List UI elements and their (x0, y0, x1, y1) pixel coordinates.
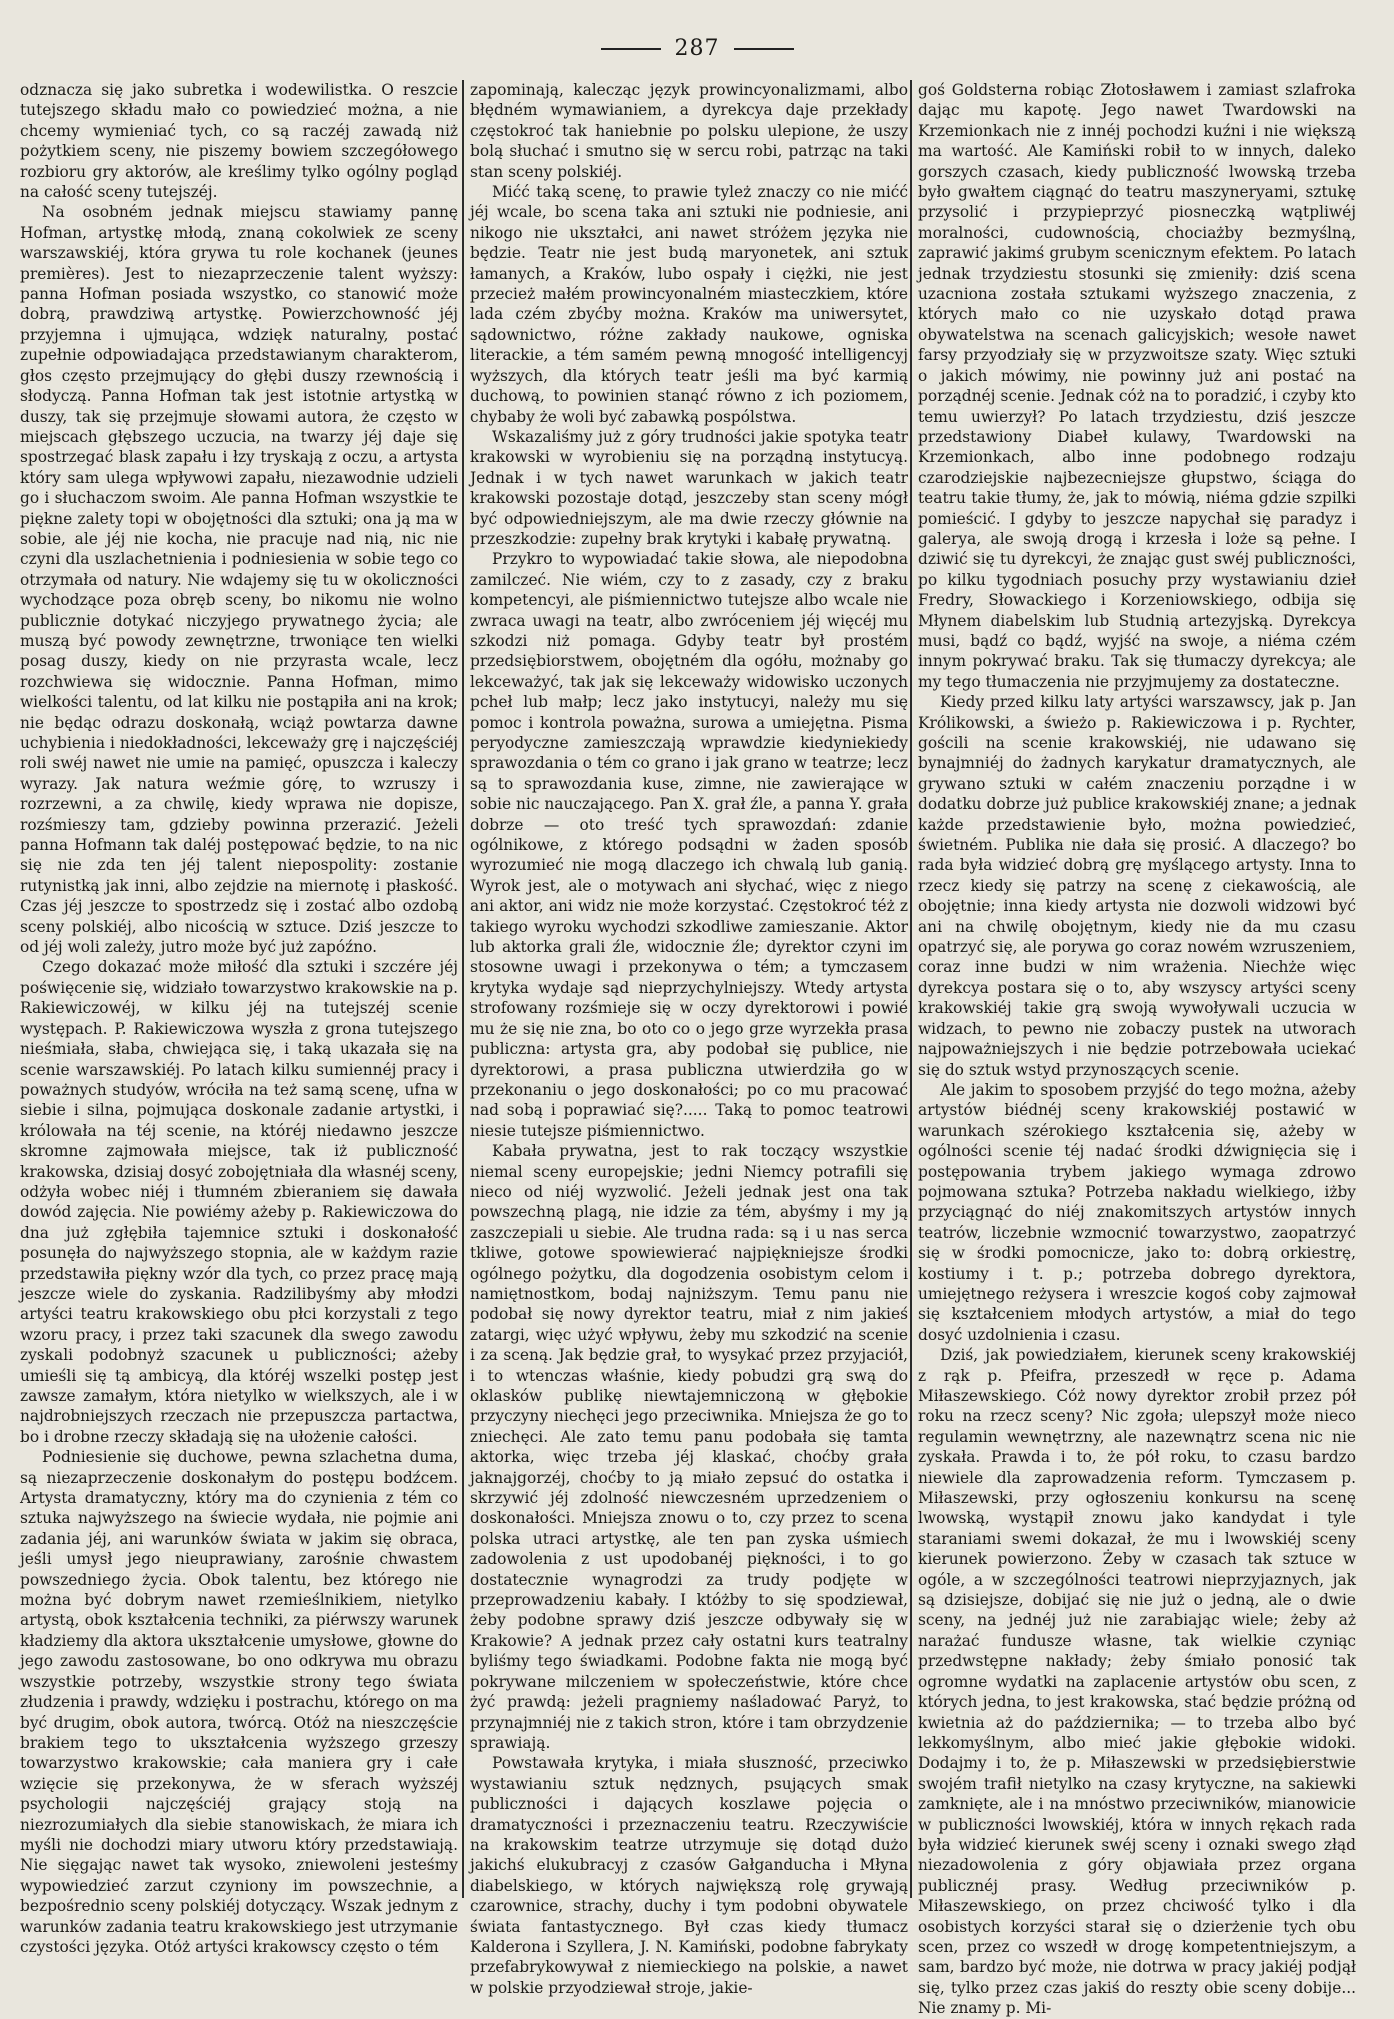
paragraph: Dziś, jak powiedziałem, kierunek sceny krakowskiéj z rąk p. Pfeifra, przeszedł w ręce p. Adama Miłaszewskiego. Cóż nowy dyrektor zrobił przez pół roku na rzecz sceny? Nic zgoła; ulepszył może nieco regulamin wewnętrzny, ale nazewnątrz scena nic nie zyskała. Prawda i to, że pół roku, to czasu bardzo niewiele dla zaprowadzenia reform. Tymczasem p. Miłaszewski, przy ogłoszeniu konkursu na scenę lwowską, wystąpił znowu jako kandydat i tyle staraniami swemi dokazał, że mu i lwowskiéj sceny kierunek powierzono. Żeby w czasach tak sztuce w ogóle, a w szczególności teatrowi nieprzyjaznych, jak są dzisiejsze, dobijać się nie już o jedną, ale o dwie sceny, na jednéj już nie zarabiając wiele; żeby aż narażać fundusze własne, tak wielkie czyniąc przedwstępne nakłady; żeby śmiało ponosić tak ogromne wydatki na zaplacenie artystów obu scen, z których jedna, to jest krakowska, stać będzie próżną od kwietnia aż do października; — to trzeba albo być lekkomyślnym, albo mieć jakie głębokie widoki. Dodajmy i to, że p. Miłaszewski w przedsiębierstwie swojém trafił nietylko na czasy krytyczne, na sakiewki zamknięte, ale i na mnóstwo przeciwników, mianowicie w publiczności lwowskiéj, która w innych rękach rada była widzieć kierunek swéj sceny i oznaki swego złąd niezadowolenia z góry objawiała przez organa publicznéj prasy. Według przeciwników p. Miłaszewskiego, on przez chciwość tylko i dla osobistych korzyści starał się o dzierżenie tych obu scen, przez co wszedł w drogę kompetentniejszym, a sam, bardzo być może, nie dotrwa w pracy jakiéj podjął się, tylko przez czas jakiś do reszty obie sceny dobije... Nie znamy p. Mi- (918, 1346, 1356, 2018)
text-column-3 (918, 80, 1356, 2018)
paragraph: Czego dokazać może miłość dla sztuki i szczére jéj poświęcenie się, widziało towarzystwo krakowskie na p. Rakiewiczowéj, w kilku jéj na tutejszéj scenie występach. P. Rakiewiczowa wyszła z grona tutejszego nieśmiała, słaba, chwiejąca się, i taką ukazała się na scenie warszawskiéj. Po latach kilku sumiennéj pracy i poważnych studyów, wróciła na też samą scenę, ufna w siebie i silna, pojmująca doskonale zadanie artystki, i królowała na téj scenie, na któréj niedawno jeszcze skromne zajmowała miejsce, tak iż publiczność krakowska, dzisiaj dosyć zobojętniała dla własnéj sceny, odżyła wobec niéj i tłumném zbieraniem się dawała dowód zajęcia. Nie powiémy ażeby p. Rakiewiczowa do dna już zgłębiła tajemnice sztuki i doskonałość posunęła do najwyższego stopnia, ale w każdym razie przedstawiła piękny wzór dla tych, co przez pracę mają jeszcze wiele do zyskania. Radzilibyśmy aby młodzi artyści teatru krakowskiego obu płci korzystali z tego wzoru pracy, i przez taki szacunek dla swego zawodu zyskali podobnyż szacunek u publiczności; ażeby umieśli się tą ambicyą, dla któréj wszelki postęp jest zawsze zamałym, która nietylko w wielkszych, ale i w najdrobniejszych rzeczach nie przepuszcza partactwa, bo i drobne rzeczy składają się na ułożenie całości. (20, 958, 458, 1446)
paragraph: Kabała prywatna, jest to rak toczący wszystkie niemal sceny europejskie; jedni Niemcy potrafili się nieco od niéj wyzwolić. Jeżeli jednak jest ona tak powszechną plagą, nie idzie za tém, abyśmy i my ją zaszczepiali u siebie. Ale trudna rada: są i u nas serca tkliwe, gotowe spowiewierać najpiękniejsze środki ogólnego pożytku, dla dogodzenia osobistym celom i namiętnostkom, bodaj najniższym. Temu panu nie podobał się nowy dyrektor teatru, miał z nim jakieś zatargi, więc użyć wpływu, żeby mu szkodzić na scenie i za sceną. Jak będzie grał, to wysykać przez przyjaciół, i to wtenczas właśnie, kiedy pobudzi grą swą do oklasków publikę niewtajemniczoną w głębokie przyczyny niechęci jego przeciwnika. Mniejsza że go to zniechęci. Ale zato temu panu podobała się tamta aktorka, więc trzeba jéj klaskać, choćby grała jaknajgorzéj, choćby to ją miało zepsuć do ostatka i skrzywić jéj zdolność niewczesném uprzedzeniem o doskonałości. Mniejsza znowu o to, czy przez to scena polska utraci artystkę, ale ten pan zyska uśmiech zadowolenia z ust upodobanéj piękności, i to go dostatecznie wynagrodzi za trudy podjęte w przeprowadzeniu kabały. I któżby to się spodziewał, żeby podobne sprawy dziś jeszcze odbywały się w Krakowie? A jednak przez cały ostatni kurs teatralny byliśmy tego świadkami. Podobne fakta nie mogą być pokrywane milczeniem w społeczeństwie, które chce żyć prawdą: jeżeli pragniemy naśladować Paryż, to przynajmniéj nie z takich stron, które i tam obrzydzenie sprawiają. (470, 1142, 908, 1752)
page-header (0, 36, 1394, 61)
paragraph: Mićć taką scenę, to prawie tyleż znaczy co nie mićć jéj wcale, bo scena taka ani sztuki nie podniesie, ani nikogo nie ukształci, ani nawet stróżem języka nie będzie. Teatr nie jest budą maryonetek, ani sztuk łamanych, a Kraków, lubo ospały i ciężki, nie jest przecież małém prowincyonalném miasteczkiem, które lada czém zbyćby można. Kraków ma uniwersytet, sądownictwo, różne zakłady naukowe, ogniska literackie, a tém samém pewną mnogość intelligencyj wyższych, dla których teatr jeśli ma być karmią duchową, to powinien stanąć równo z ich poziomem, chybaby że woli być zabawką pospólstwa. (470, 183, 908, 426)
header-rule-left (601, 48, 661, 50)
text-column-2 (470, 80, 908, 1997)
header-rule-right (734, 48, 794, 50)
paragraph: Przykro to wypowiadać takie słowa, ale niepodobna zamilczeć. Nie wiém, czy to z zasady, czy z braku kompetencyi, ale piśmiennictwo tutejsze albo wcale nie zwraca uwagi na teatr, albo zwróceniem jéj więcéj mu szkodzi niż pomaga. Gdyby teatr był prostém przedsiębiorstwem, obojętném dla ogółu, możnaby go lekceważyć, tak jak się lekceważy widowisko uczonych pcheł lub małp; lecz jako instytucyi, należy mu się pomoc i kontrola poważna, surowa a umiejętna. Pisma peryodyczne zamieszczają wprawdzie kiedyniekiedy sprawozdania o tém co grano i jak grano w teatrze; lecz są to sprawozdania kuse, zimne, nie zawierające w sobie nic nauczającego. Pan X. grał źle, a panna Y. grała dobrze — oto treść tych sprawozdań: zdanie ogólnikowe, z którego podsądni w żaden sposób wyrozumieć nie mogą dlaczego ich chwalą lub ganią. Wyrok jest, ale o motywach ani słychać, więc z niego ani aktor, ani widz nie może korzystać. Częstokroć téż z takiego wyroku wychodzi szkodliwe zamieszanie. Aktor lub aktorka grali źle, widocznie źle; dyrektor czyni im stosowne uwagi i przekonywa o tém; a tymczasem krytyka wydaje sąd nieprzychylniejszy. Wtedy artysta strofowany rozśmieje się w oczy dyrektorowi i powié mu że się nie zna, bo oto co o jego grze wyrzekła prasa publiczna: artysta gra, aby podobał się publice, nie dyrektorowi, a prasa publiczna utwierdziła go w przekonaniu o jego doskonałości; po co mu pracować nad sobą i poprawiać się?..... Taką to pomoc teatrowi niesie tutejsze piśmiennictwo. (470, 550, 908, 1140)
text-column-1 (20, 80, 458, 1956)
column-divider (910, 80, 912, 1898)
paragraph: goś Goldsterna robiąc Złotosławem i zamiast szlafroka dając mu kapotę. Jego nawet Twardowski na Krzemionkach nie z innéj pochodzi kuźni i nie większą ma wartość. Ale Kamiński robił to w innych, daleko gorszych czasach, kiedy publiczność lwowską trzeba było gwałtem ciągnąć do teatru maszyneryami, sztukę przysolić i przypieprzyć piosneczką wątpliwéj moralności, cudownością, chociażby bezmyślną, zaprawić jakimś grubym scenicznym efektem. Po latach jednak trzydziestu stosunki się zmieniły: dziś scena uzacniona została sztukami wyższego znaczenia, z których mało co nie uzyskało dotąd prawa obywatelstwa na scenach galicyjskich; wesołe nawet farsy przyodziały się w przyzwoitsze szaty. Więc sztuki o jakich mówimy, nie powinny już ani postać na porządnéj scenie. Jednak cóż na to poradzić, i czyby kto temu uwierzył? Po latach trzydziestu, dziś jeszcze przedstawiony Diabeł kulawy, Twardowski na Krzemionkach, albo inne podobnego rodzaju czarodziejskie najbezecniejsze głupstwo, ściąga do teatru takie tłumy, że, jak to mówią, niéma gdzie szpilki pomieścić. I gdyby to jeszcze napychał się paradyz i galerya, ale swoją drogą i krzesła i loże są pełne. I dziwić się tu dyrekcyi, że znając gust swéj publiczności, po kilku tygodniach posuchy przy wystawianiu dzieł Fredry, Słowackiego i Korzeniowskiego, odbija się Młynem diabelskim lub Studnią artezyjską. Dyrekcya musi, bądź co bądź, wyjść na swoje, a niéma czém innym pokrywać braku. Tak się tłumaczy dyrekcya; ale my tego tłumaczenia nie przyjmujemy za dostateczne. (918, 81, 1356, 691)
paragraph: zapominają, kalecząc język prowincyonalizmami, albo błędném wymawianiem, a dyrekcya daje przekłady częstokroć tak haniebnie po polsku ulepione, że uszy bolą słuchać i smutno się w sercu robi, patrząc na taki stan sceny polskiéj. (470, 81, 908, 181)
paragraph: Kiedy przed kilku laty artyści warszawscy, jak p. Jan Królikowski, a świeżo p. Rakiewiczowa i p. Rychter, gościli na scenie krakowskiéj, nie udawano się bynajmniéj do żadnych karykatur dramatycznych, ale grywano sztuki w całém znaczeniu porządne i w dodatku dobrze już publice krakowskiéj znane; a jednak każde przedstawienie było, można powiedzieć, świetném. Publika nie dała się prosić. A dlaczego? bo rada była widzieć dobrą grę myślącego artysty. Inna to rzecz kiedy się patrzy na scenę z ciekawością, ale obojętnie; inna kiedy artysta nie dozwoli widzowi być ani na chwilę obojętnym, kiedy nie da mu czasu opatrzyć się, ale porywa go coraz nowém wzruszeniem, coraz inne budzi w nim wrażenia. Niechże więc dyrekcya postara się o to, aby wszyscy artyści sceny krakowskiéj takie grą swoją wywoływali uczucia w widzach, to pewno nie zobaczy pustek na utworach najpoważniejszych i nie będzie potrzebowała uciekać się do sztuk wstyd przynoszących scenie. (918, 693, 1356, 1079)
column-divider (462, 80, 464, 1898)
paragraph: Na osobném jednak miejscu stawiamy pannę Hofman, artystkę młodą, znaną cokolwiek ze sceny warszawskiéj, która grywa tu role kochanek (jeunes premières). Jest to niezaprzeczenie talent wyższy: panna Hofman posiada wszystko, co stanowić może dobrą, prawdziwą artystkę. Powierzchowność jéj przyjemna i ujmująca, wdzięk naturalny, postać zupełnie odpowiadająca przedstawianym charakterom, głos często przejmujący do głębi duszy rzewnością i słodyczą. Panna Hofman tak jest istotnie artystką w duszy, tak się przejmuje słowami autora, że często w miejscach głębszego uczucia, na twarzy jéj daje się spostrzegać blask zapału i łzy tryskają z oczu, a artysta który sam ulega wpływowi zapału, niezawodnie udzieli go i słuchaczom swoim. Ale panna Hofman wszystkie te piękne zalety topi w obojętności dla sztuki; ona ją ma w sobie, ale jéj nie kocha, nie pracuje nad nią, nic nie czyni dla uszlachetnienia i podniesienia w sobie tego co otrzymała od natury. Nie wdajemy się tu w okoliczności wychodzące poza obręb sceny, bo nikomu nie wolno publicznie dotykać niczyjego prywatnego życia; ale muszą być powody zewnętrzne, trwoniące ten wielki posag duszy, kiedy on nie przyrasta wcale, lecz rozchwiewa się widocznie. Panna Hofman, mimo wielkości talentu, od lat kilku nie postąpiła ani na krok; nie będąc odrazu doskonałą, wciąż powtarza dawne uchybienia i niedokładności, lekceważy grę i najczęściéj roli swéj nawet nie umie na pamięć, opuszcza i kaleczy wyrazy. Jak natura weźmie górę, to wzruszy i rozrzewni, a za chwilę, kiedy wprawa nie dopisze, rozśmieszy tam, gdzieby powinna przerazić. Jeżeli panna Hofmann tak daléj postępować będzie, to na nic się nie zda ten jéj talent niepospolity: zostanie rutynistką jak inni, albo zejdzie na miernotę i płaskość. Czas jéj jeszcze to spostrzedz się i zostać albo ozdobą sceny polskiéj, albo nicością w sztuce. Dziś jeszcze to od jéj woli zależy, jutro może być już zapóźno. (20, 203, 458, 957)
paragraph: Ale jakim to sposobem przyjść do tego można, ażeby artystów biédnéj sceny krakowskiéj postawić w warunkach szérokiego kształcenia się, ażeby w ogólności scenie téj nadać środki dźwignięcia się i postępowania trybem jakiego wymaga zdrowo pojmowana sztuka? Potrzeba nakładu wielkiego, iżby przyciągnąć do niéj znakomitszych artystów innych teatrów, liczebnie wzmocnić towarzystwo, zaopatrzyć się w środki pomocnicze, jako to: dobrą orkiestrę, kostiumy i t. p.; potrzeba dobrego dyrektora, umiejętnego reżysera i wreszcie kogoś coby zajmował się kształceniem młodych artystów, a miał do tego dosyć uzdolnienia i czasu. (918, 1080, 1356, 1344)
paragraph: Powstawała krytyka, i miała słuszność, przeciwko wystawianiu sztuk nędznych, psujących smak publiczności i dających koszlawe pojęcia o dramatyczności i przeznaczeniu teatru. Rzeczywiście na krakowskim teatrze utrzymuje się dotąd dużo jakichś elukubracyj z czasów Gałganducha i Młyna diabelskiego, w których największą rolę grywają czarownice, strachy, duchy i tym podobni obywatele świata fantastycznego. Był czas kiedy tłumacz Kalderona i Szyllera, J. N. Kamiński, podobne fabrykaty przefabrykowywał z niemieckiego na polskie, a nawet w polskie przyodziewał stroje, jakie- (470, 1754, 908, 1997)
paragraph: Podniesienie się duchowe, pewna szlachetna duma, są niezaprzeczenie doskonałym do postępu bodźcem. Artysta dramatyczny, który ma do czynienia z tém co sztuka najwyższego na świecie wydała, nie pojmie ani zadania jéj, ani warunków świata w jakim się obraca, jeśli umysł jego nieuprawiany, zarośnie chwastem powszedniego życia. Obok talentu, bez którego nie można być dobrym nawet rzemieślnikiem, nietylko artystą, obok kształcenia techniki, za piérwszy warunek kładziemy dla aktora ukształcenie umysłowe, głowne do jego zawodu zastosowane, bo ono odkrywa mu obrazu wszystkie potrzeby, wszystkie strony tego świata złudzenia i prawdy, wdzięku i postrachu, którego on ma być drugim, obok autora, twórcą. Otóż na nieszczęście brakiem tego to ukształcenia wyższego grzeszy towarzystwo krakowskie; cała maniera gry i całe wzięcie się przekonywa, że w sferach wyższéj psychologii najczęściéj grający stoją na niezrozumiałych dla siebie stanowiskach, że miara ich myśli nie dochodzi miary utworu który przedstawiają. Nie sięgając nawet tak wysoko, zniewoleni jesteśmy wypowiedzieć zarzut czyniony im powszechnie, a bezpośrednio sceny polskiéj dotyczący. Wszak jednym z warunków zadania teatru krakowskiego jest utrzymanie czystości języka. Otóż artyści krakowscy często o tém (20, 1448, 458, 1956)
paragraph: odznacza się jako subretka i wodewilistka. O reszcie tutejszego składu mało co powiedzieć można, a nie chcemy wymieniać tych, co są raczéj zawadą niż pożytkiem sceny, nie piszemy bowiem szczegółowego rozbioru gry aktorów, ale kreślimy tylko ogólny pogląd na całość sceny tutejszéj. (20, 81, 458, 202)
paragraph: Wskazaliśmy już z góry trudności jakie spotyka teatr krakowski w wyrobieniu się na porządną instytucyą. Jednak i w tych nawet warunkach w jakich teatr krakowski pozostaje dotąd, jeszczeby stan sceny mógł być odpowiedniejszym, ale ma dwie rzeczy głównie na przeszkodzie: zupełny brak krytyki i kabałę prywatną. (470, 427, 908, 548)
page-number: 287 (674, 36, 720, 61)
